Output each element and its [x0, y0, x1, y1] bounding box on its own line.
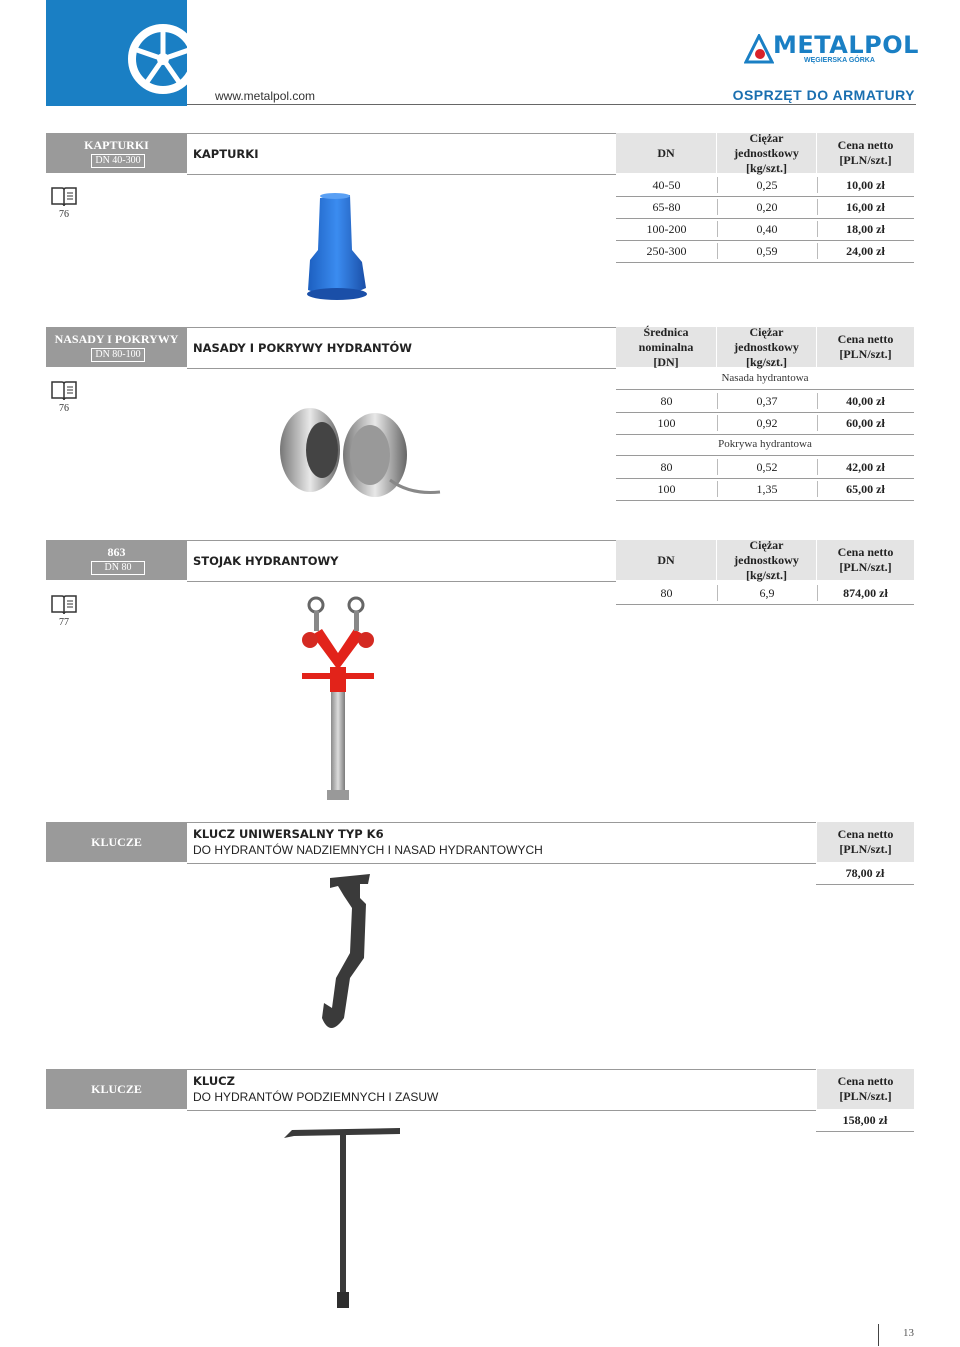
- col-header-price: [817, 133, 914, 173]
- brand-name: METALPOL: [773, 31, 919, 59]
- cell-price: 158,00 zł: [842, 1113, 888, 1127]
- table-row: [616, 412, 914, 435]
- t-key-image: [280, 1120, 410, 1320]
- col-header-text: [PLN/szt.]: [839, 347, 892, 361]
- cell-weight: 1,35: [756, 482, 778, 496]
- table-row: [616, 390, 914, 413]
- col-header-text: [PLN/szt.]: [839, 560, 892, 574]
- universal-key-image: [300, 868, 400, 1048]
- section-title-box: [187, 1069, 816, 1111]
- catalog-page-ref: 77: [59, 617, 69, 628]
- col-header-text: [kg/szt.]: [746, 160, 787, 175]
- col-header-text: DN: [657, 145, 675, 160]
- table-row: [616, 240, 914, 263]
- col-header-text: DN: [657, 552, 675, 567]
- section-code: NASADY I POKRYWY: [54, 332, 179, 346]
- cell-price: 874,00 zł: [843, 586, 888, 600]
- col-header-text: Cena netto: [837, 827, 894, 841]
- cell-weight: 0,25: [756, 178, 778, 192]
- section-code: KAPTURKI: [84, 138, 149, 152]
- cell-dn: 100-200: [646, 222, 687, 236]
- site-url[interactable]: www.metalpol.com: [215, 89, 316, 103]
- brand-subtitle: WĘGIERSKA GÓRKA: [804, 57, 875, 64]
- cell-price: 60,00 zł: [846, 416, 885, 430]
- cell-price: 40,00 zł: [846, 394, 885, 408]
- section-title-box: [187, 822, 816, 864]
- cell-weight: 0,40: [756, 222, 778, 236]
- hydrant-standpipe-image: [290, 595, 390, 810]
- col-header-text: Cena netto: [837, 545, 894, 559]
- section-title-box: [187, 133, 616, 175]
- col-header-text: [DN]: [653, 354, 679, 369]
- catalog-page-ref: 76: [59, 403, 69, 414]
- cell-dn: 80: [660, 394, 673, 408]
- section-title: KAPTURKI: [193, 147, 259, 161]
- col-header-price: [817, 822, 914, 862]
- section-subtitle: DO HYDRANTÓW PODZIEMNYCH I ZASUW: [193, 1090, 439, 1104]
- col-header-text: Cena netto: [837, 1074, 894, 1088]
- col-header-weight: [717, 537, 816, 582]
- cell-dn: 80: [660, 586, 673, 600]
- catalog-book-icon[interactable]: [51, 186, 77, 208]
- col-header-text: Średnica nominalna: [638, 324, 694, 354]
- col-header-weight: [717, 130, 816, 175]
- col-header-text: Ciężar jednostkowy: [734, 537, 799, 567]
- section-band-klucze: [46, 822, 187, 862]
- catalog-book-icon[interactable]: [51, 380, 77, 402]
- table-row: [816, 862, 914, 885]
- section-code: 863: [107, 545, 126, 559]
- col-header-text: Cena netto: [837, 332, 894, 346]
- section-code: KLUCZE: [91, 1082, 142, 1096]
- cell-weight: 0,37: [756, 394, 778, 408]
- hydrant-coupling-image: [270, 400, 460, 510]
- cell-weight: 0,20: [756, 200, 778, 214]
- section-title: STOJAK HYDRANTOWY: [193, 554, 339, 568]
- col-header-diameter: [616, 324, 716, 369]
- cell-dn: 80: [660, 460, 673, 474]
- page-number: 13: [903, 1327, 914, 1339]
- table-row: [616, 218, 914, 241]
- col-header-text: [PLN/szt.]: [839, 153, 892, 167]
- cell-dn: 250-300: [646, 244, 687, 258]
- logo-box: [46, 0, 187, 106]
- cell-weight: 0,59: [756, 244, 778, 258]
- section-title: KLUCZ: [193, 1074, 235, 1088]
- col-header-text: [kg/szt.]: [746, 567, 787, 582]
- cell-weight: 0,52: [756, 460, 778, 474]
- section-band-klucze: [46, 1069, 187, 1109]
- col-header-price: [817, 327, 914, 367]
- cell-price: 24,00 zł: [846, 244, 885, 258]
- header-rule: [187, 104, 916, 105]
- section-dn: DN 80: [91, 561, 145, 575]
- section-dn: DN 40-300: [91, 154, 145, 168]
- cell-dn: 40-50: [652, 178, 681, 192]
- section-band-stojak: [46, 540, 187, 580]
- cell-weight: 6,9: [759, 586, 775, 600]
- col-header-text: Ciężar jednostkowy: [734, 130, 799, 160]
- section-band-kapturki: [46, 133, 187, 173]
- section-code: KLUCZE: [91, 835, 142, 849]
- valve-wheel-icon: [46, 0, 187, 106]
- section-title-box: [187, 327, 616, 369]
- table-row: [616, 174, 914, 197]
- catalog-book-icon[interactable]: [51, 594, 77, 616]
- group-label: Pokrywa hydrantowa: [616, 434, 914, 456]
- table-row: [616, 478, 914, 501]
- section-title: NASADY I POKRYWY HYDRANTÓW: [193, 341, 412, 355]
- col-header-text: Ciężar jednostkowy: [734, 324, 799, 354]
- cell-price: 78,00 zł: [845, 866, 885, 880]
- col-header-dn: [616, 133, 716, 173]
- section-subtitle: DO HYDRANTÓW NADZIEMNYCH I NASAD HYDRANTOWYCH: [193, 843, 543, 857]
- page-title: OSPRZĘT DO ARMATURY: [732, 87, 915, 103]
- col-header-price: [817, 540, 914, 580]
- cell-weight: 0,92: [756, 416, 778, 430]
- cell-price: 42,00 zł: [846, 460, 885, 474]
- table-row: [616, 456, 914, 479]
- catalog-page-ref: 76: [59, 209, 69, 220]
- cell-price: 10,00 zł: [846, 178, 885, 192]
- col-header-dn: [616, 540, 716, 580]
- section-band-nasady: [46, 327, 187, 367]
- col-header-price: [817, 1069, 914, 1109]
- brand-triangle-icon: [744, 34, 774, 64]
- table-row: [616, 196, 914, 219]
- table-row: [616, 582, 914, 605]
- table-row: [816, 1109, 914, 1132]
- col-header-text: [kg/szt.]: [746, 354, 787, 369]
- col-header-text: [PLN/szt.]: [839, 842, 892, 856]
- footer-rule: [878, 1324, 879, 1346]
- col-header-text: Cena netto: [837, 138, 894, 152]
- cap-product-image: [290, 190, 390, 310]
- col-header-text: [PLN/szt.]: [839, 1089, 892, 1103]
- cell-price: 16,00 zł: [846, 200, 885, 214]
- section-title-box: [187, 540, 616, 582]
- cell-dn: 100: [657, 416, 676, 430]
- section-title: KLUCZ UNIWERSALNY TYP K6: [193, 827, 384, 841]
- section-dn: DN 80-100: [91, 348, 145, 362]
- cell-price: 18,00 zł: [846, 222, 885, 236]
- cell-dn: 100: [657, 482, 676, 496]
- cell-price: 65,00 zł: [846, 482, 885, 496]
- col-header-weight: [717, 324, 816, 369]
- group-label: Nasada hydrantowa: [616, 368, 914, 390]
- cell-dn: 65-80: [652, 200, 681, 214]
